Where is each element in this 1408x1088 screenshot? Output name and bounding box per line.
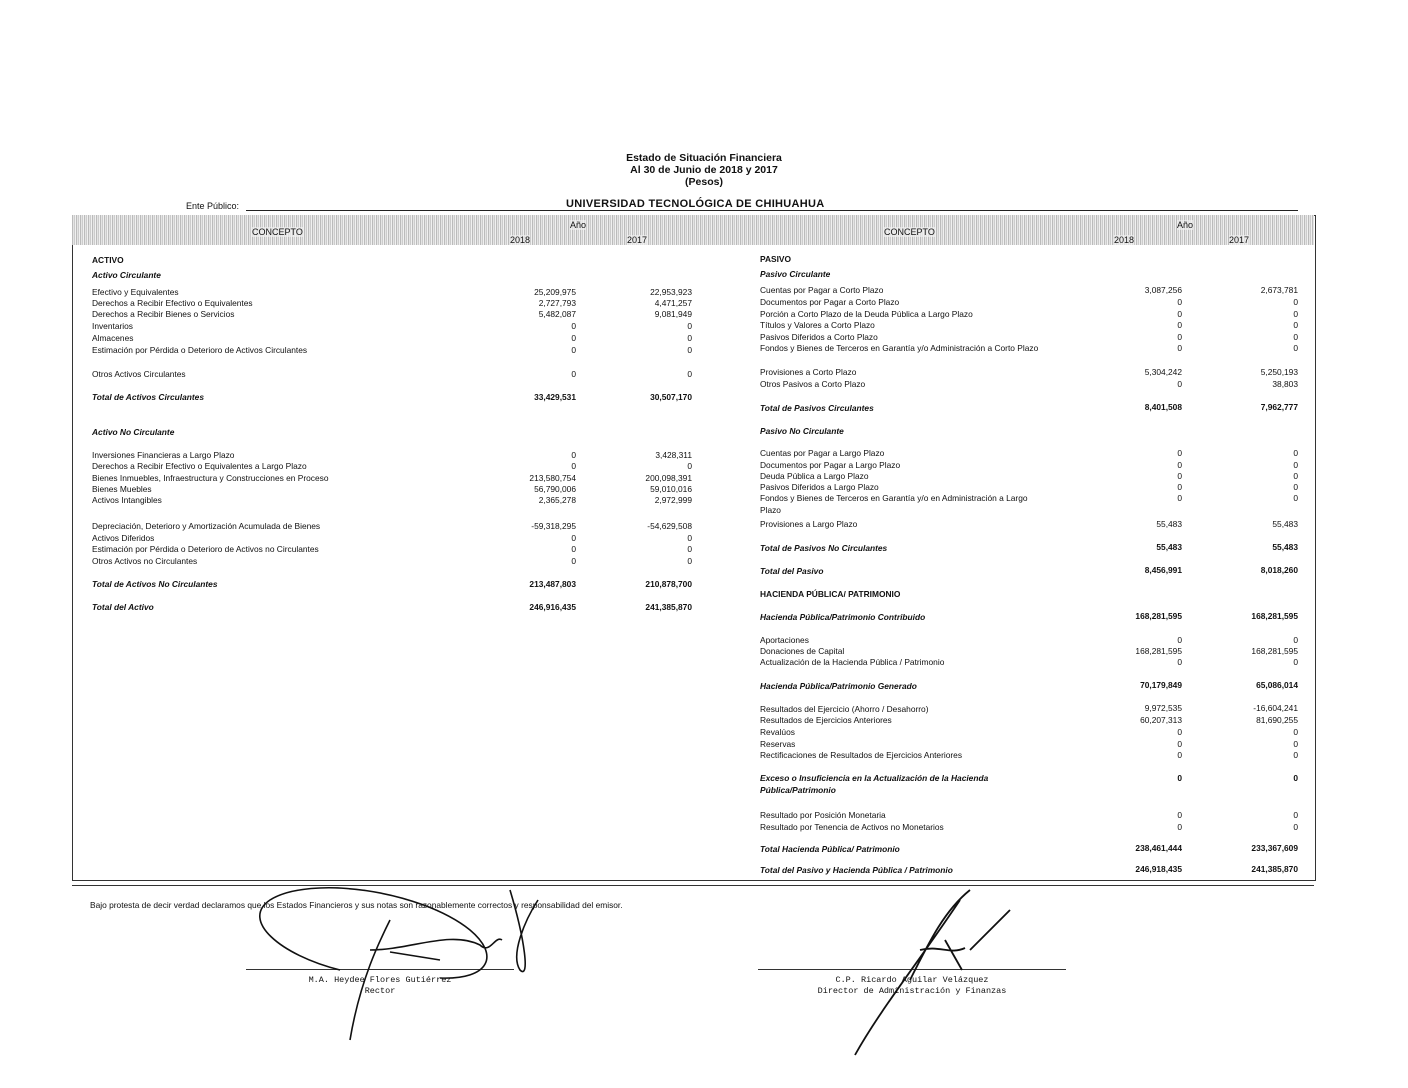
row-value-2017: 0 (1293, 727, 1298, 737)
row-value-2017: 2,972,999 (654, 495, 692, 505)
row-value-2018: 60,207,313 (1140, 715, 1182, 725)
row-label: Resultado por Posición Monetaria (760, 810, 886, 820)
row-value-2017: 200,098,391 (645, 473, 692, 483)
activo-no-circulante-title: Activo No Circulante (92, 427, 175, 437)
row-label: Rectificaciones de Resultados de Ejercicios Anteriores (760, 750, 963, 760)
hacienda-contribuido-2017: 168,281,595 (1251, 611, 1298, 621)
row-label: Títulos y Valores a Corto Plazo (760, 320, 875, 330)
row-value-2018: 5,482,087 (538, 309, 576, 319)
row-label: Reservas (760, 739, 796, 749)
row-value-2017: 22,953,923 (650, 287, 692, 297)
row-value-2017: 59,010,016 (650, 484, 692, 494)
row-value-2017: 0 (687, 321, 692, 331)
row-value-2018: 25,209,975 (534, 287, 576, 297)
hacienda-generado-2017: 65,086,014 (1256, 680, 1298, 690)
row-value-2018: 0 (1177, 810, 1182, 820)
row-value-2018: 56,790,006 (534, 484, 576, 494)
row-value-2018: 0 (571, 533, 576, 543)
total-hacienda-2018: 238,461,444 (1135, 843, 1182, 853)
row-label: Pasivos Diferidos a Corto Plazo (760, 332, 878, 342)
header-anio-left: Año (570, 220, 587, 230)
hacienda-generado-2018: 70,179,849 (1140, 680, 1182, 690)
row-value-2017: 0 (1293, 822, 1298, 832)
row-value-2017: 0 (1293, 493, 1298, 503)
row-label: Aportaciones (760, 635, 809, 645)
activo-circulante-title: Activo Circulante (92, 270, 161, 280)
row-value-2017: 55,483 (1272, 519, 1298, 529)
row-label: Documentos por Pagar a Corto Plazo (760, 297, 900, 307)
row-label: Fondos y Bienes de Terceros en Garantía y/o en Administración a Largo (760, 493, 1028, 503)
row-label: Cuentas por Pagar a Corto Plazo (760, 285, 884, 295)
row-label: Otros Pasivos a Corto Plazo (760, 379, 866, 389)
total-activos-circulantes-label: Total de Activos Circulantes (92, 392, 205, 402)
row-value-2017: 0 (1293, 320, 1298, 330)
row-label: Activos Intangibles (92, 495, 162, 505)
row-label: Pasivos Diferidos a Largo Plazo (760, 482, 879, 492)
row-value-2018: 0 (1177, 297, 1182, 307)
row-value-2017: 2,673,781 (1260, 285, 1298, 295)
row-value-2017: 0 (687, 461, 692, 471)
total-activos-no-circulantes-2018: 213,487,803 (529, 579, 576, 589)
hacienda-contribuido-2018: 168,281,595 (1135, 611, 1182, 621)
row-label: Fondos y Bienes de Terceros en Garantía y/o Administración a Corto Plazo (760, 343, 1039, 353)
row-value-2017: 0 (1293, 460, 1298, 470)
ente-name: UNIVERSIDAD TECNOLÓGICA DE CHIHUAHUA (566, 198, 825, 210)
row-value-2018: 0 (1177, 739, 1182, 749)
protesta-statement: Bajo protesta de decir verdad declaramos que los Estados Financieros y sus notas son razonablemente correctos y responsabilidad del emisor. (90, 900, 623, 910)
row-label: Documentos por Pagar a Largo Plazo (760, 460, 901, 470)
report-title: Estado de Situación Financiera (626, 152, 782, 164)
header-concepto-left: CONCEPTO (252, 227, 303, 237)
row-value-2018: 9,972,535 (1144, 703, 1182, 713)
row-label: Provisiones a Corto Plazo (760, 367, 857, 377)
exceso-2018: 0 (1177, 773, 1182, 783)
row-value-2017: 168,281,595 (1251, 646, 1298, 656)
rector-handwritten-signature (240, 860, 570, 1050)
total-hacienda-label: Total Hacienda Pública/ Patrimonio (760, 844, 900, 854)
row-value-2018: 0 (1177, 379, 1182, 389)
row-value-2017: 0 (1293, 482, 1298, 492)
otros-activos-circulantes-2017: 0 (687, 369, 692, 379)
total-pasivos-circulantes-label: Total de Pasivos Circulantes (760, 403, 874, 413)
total-activo-2017: 241,385,870 (645, 602, 692, 612)
row-value-2018: 0 (571, 450, 576, 460)
header-2018-right: 2018 (1114, 235, 1135, 245)
otros-activos-circulantes-label: Otros Activos Circulantes (92, 369, 186, 379)
row-value-2018: 168,281,595 (1135, 646, 1182, 656)
row-label: Inventarios (92, 321, 133, 331)
row-value-2018: 0 (1177, 635, 1182, 645)
row-label: Bienes Inmuebles, Infraestructura y Construcciones en Proceso (92, 473, 329, 483)
row-label: Estimación por Pérdida o Deterioro de Activos no Circulantes (92, 544, 319, 554)
row-value-2017: 0 (1293, 343, 1298, 353)
row-value-2017: -54,629,508 (647, 521, 692, 531)
total-pasivo-2017: 8,018,260 (1260, 565, 1298, 575)
row-value-2017: 0 (1293, 750, 1298, 760)
signature-role-rector: Rector (364, 986, 396, 996)
report-unit: (Pesos) (685, 176, 723, 188)
row-value-2018: 0 (571, 321, 576, 331)
signature-name-director: C.P. Ricardo Aguilar Velázquez (835, 975, 989, 985)
report-date: Al 30 de Junio de 2018 y 2017 (630, 164, 778, 176)
row-label: Resultado por Tenencia de Activos no Monetarios (760, 822, 944, 832)
signature-role-director: Director de Administración y Finanzas (817, 986, 1007, 996)
row-value-2017: 0 (1293, 297, 1298, 307)
exceso-label-line2: Pública/Patrimonio (760, 785, 836, 795)
row-value-2018: 5,304,242 (1144, 367, 1182, 377)
row-value-2017: 9,081,949 (654, 309, 692, 319)
row-label: Provisiones a Largo Plazo (760, 519, 858, 529)
row-label: Inversiones Financieras a Largo Plazo (92, 450, 235, 460)
total-activos-no-circulantes-label: Total de Activos No Circulantes (92, 579, 218, 589)
row-value-2018: 0 (1177, 750, 1182, 760)
row-value-2017: -16,604,241 (1253, 703, 1298, 713)
header-anio-right: Año (1177, 220, 1194, 230)
row-value-2018: 0 (571, 544, 576, 554)
total-activo-label: Total del Activo (92, 602, 154, 612)
total-pasivos-no-circulantes-2018: 55,483 (1156, 542, 1182, 552)
row-value-2017: 3,428,311 (655, 450, 692, 460)
row-label: Resultados del Ejercicio (Ahorro / Desahorro) (760, 704, 929, 714)
header-2018-left: 2018 (510, 235, 531, 245)
row-label: Derechos a Recibir Efectivo o Equivalentes a Largo Plazo (92, 461, 307, 471)
row-label: Almacenes (92, 333, 134, 343)
row-value-2018: 0 (1177, 822, 1182, 832)
exceso-label-line1: Exceso o Insuficiencia en la Actualización de la Hacienda (760, 773, 989, 783)
row-value-2018: 0 (571, 345, 576, 355)
total-pasivo-hacienda-2018: 246,918,435 (1135, 864, 1182, 874)
row-label: Cuentas por Pagar a Largo Plazo (760, 448, 885, 458)
row-label: Depreciación, Deterioro y Amortización Acumulada de Bienes (92, 521, 321, 531)
row-value-2017: 0 (1293, 810, 1298, 820)
pasivo-heading: PASIVO (760, 254, 792, 264)
row-value-2017: 0 (687, 345, 692, 355)
row-value-2018: 0 (1177, 471, 1182, 481)
row-value-2017: 0 (1293, 635, 1298, 645)
header-concepto-right: CONCEPTO (884, 227, 935, 237)
signature-name-rector: M.A. Heydee Flores Gutiérrez (308, 975, 452, 985)
row-value-2018: 0 (571, 556, 576, 566)
row-label: Actualización de la Hacienda Pública / Patrimonio (760, 657, 945, 667)
total-pasivos-no-circulantes-label: Total de Pasivos No Circulantes (760, 543, 888, 553)
row-value-2017: 0 (1293, 309, 1298, 319)
table-header (72, 215, 1314, 245)
header-2017-right: 2017 (1229, 235, 1250, 245)
total-activos-circulantes-2018: 33,429,531 (534, 392, 576, 402)
activo-heading: ACTIVO (92, 255, 124, 265)
row-value-2018: 2,365,278 (538, 495, 576, 505)
row-value-2018: 0 (1177, 320, 1182, 330)
row-value-2017: 0 (1293, 739, 1298, 749)
hacienda-generado-label: Hacienda Pública/Patrimonio Generado (760, 681, 917, 691)
total-activos-circulantes-2017: 30,507,170 (650, 392, 692, 402)
row-value-2018: 0 (1177, 657, 1182, 667)
director-handwritten-signature (850, 880, 1030, 1060)
row-value-2017: 4,471,257 (654, 298, 692, 308)
row-value-2017: 0 (687, 544, 692, 554)
row-value-2017: 0 (1293, 448, 1298, 458)
row-value-2017: 5,250,193 (1260, 367, 1298, 377)
row-value-2017: 0 (1293, 471, 1298, 481)
row-value-2018: 3,087,256 (1144, 285, 1182, 295)
row-value-2018: 0 (1177, 309, 1182, 319)
row-label: Efectivo y Equivalentes (92, 287, 179, 297)
row-value-2018: 0 (571, 461, 576, 471)
row-value-2017: 0 (687, 533, 692, 543)
row-value-2017: 0 (687, 556, 692, 566)
hacienda-contribuido-label: Hacienda Pública/Patrimonio Contribuido (760, 612, 926, 622)
row-value-2018: 55,483 (1156, 519, 1182, 529)
total-pasivos-circulantes-2018: 8,401,508 (1144, 402, 1182, 412)
row-label: Donaciones de Capital (760, 646, 845, 656)
row-label: Otros Activos no Circulantes (92, 556, 198, 566)
row-value-2018: -59,318,295 (531, 521, 576, 531)
row-value-2017: 0 (687, 333, 692, 343)
pasivo-circulante-title: Pasivo Circulante (760, 269, 831, 279)
row-label: Estimación por Pérdida o Deterioro de Activos Circulantes (92, 345, 308, 355)
row-label: Deuda Pública a Largo Plazo (760, 471, 869, 481)
total-activos-no-circulantes-2017: 210,878,700 (645, 579, 692, 589)
row-value-2018: 213,580,754 (529, 473, 576, 483)
total-activo-2018: 246,916,435 (529, 602, 576, 612)
total-hacienda-2017: 233,367,609 (1251, 843, 1298, 853)
row-label: Resultados de Ejercicios Anteriores (760, 715, 892, 725)
row-value-2018: 0 (1177, 727, 1182, 737)
row-label-continuation: Plazo (760, 505, 781, 515)
row-label: Derechos a Recibir Efectivo o Equivalentes (92, 298, 253, 308)
ente-underline (246, 210, 1298, 211)
otros-activos-circulantes-2018: 0 (571, 369, 576, 379)
row-label: Bienes Muebles (92, 484, 152, 494)
row-value-2017: 0 (1293, 657, 1298, 667)
row-label: Activos Diferidos (92, 533, 155, 543)
ente-label: Ente Público: (186, 201, 240, 211)
total-pasivo-2018: 8,456,991 (1144, 565, 1182, 575)
total-pasivo-label: Total del Pasivo (760, 566, 824, 576)
row-value-2017: 38,803 (1272, 379, 1298, 389)
exceso-2017: 0 (1293, 773, 1298, 783)
total-pasivos-circulantes-2017: 7,962,777 (1260, 402, 1298, 412)
row-label: Porción a Corto Plazo de la Deuda Pública a Largo Plazo (760, 309, 973, 319)
hacienda-heading: HACIENDA PÚBLICA/ PATRIMONIO (760, 589, 901, 599)
row-label: Derechos a Recibir Bienes o Servicios (92, 309, 235, 319)
row-value-2017: 81,690,255 (1256, 715, 1298, 725)
row-value-2018: 0 (1177, 448, 1182, 458)
total-pasivos-no-circulantes-2017: 55,483 (1272, 542, 1298, 552)
row-value-2017: 0 (1293, 332, 1298, 342)
row-value-2018: 0 (571, 333, 576, 343)
row-label: Revalúos (760, 727, 795, 737)
row-value-2018: 0 (1177, 343, 1182, 353)
row-value-2018: 0 (1177, 332, 1182, 342)
total-pasivo-hacienda-2017: 241,385,870 (1251, 864, 1298, 874)
total-pasivo-hacienda-label: Total del Pasivo y Hacienda Pública / Patrimonio (760, 865, 953, 875)
pasivo-no-circulante-title: Pasivo No Circulante (760, 426, 844, 436)
row-value-2018: 0 (1177, 460, 1182, 470)
row-value-2018: 0 (1177, 482, 1182, 492)
row-value-2018: 2,727,793 (538, 298, 576, 308)
header-2017-left: 2017 (627, 235, 648, 245)
row-value-2018: 0 (1177, 493, 1182, 503)
